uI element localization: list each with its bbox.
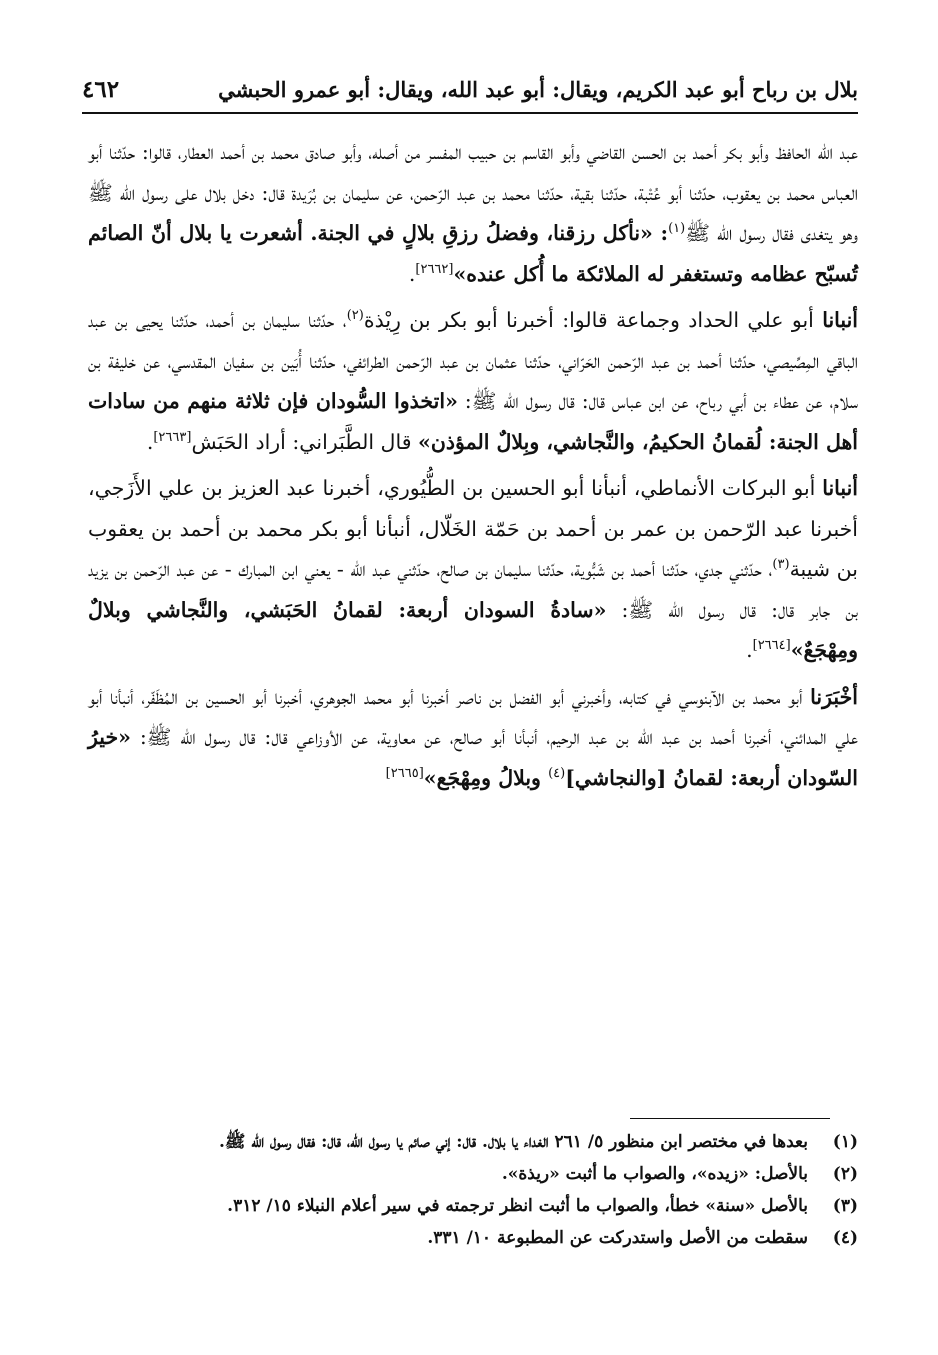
- footnote-marker: (١): [668, 221, 686, 237]
- paragraph-lead: أنبانا: [822, 308, 859, 332]
- paragraph-tail: .: [746, 638, 753, 662]
- paragraph-tail: .: [146, 429, 154, 454]
- hadith-reference: [٢٦٦٣]: [153, 429, 192, 445]
- paragraph-text: أبو محمد بن الآبنوسي في كتابه، وأخبرني أبو الفضل بن ناصر أخبرنا أبو محمد الجوهري، أخبرنا أبو الحسين بن المُظَفّر، أنبأنا أبو علي المدائني، أخبرنا أحمد بن عبد الله بن عبد الرحيم، أنبأنا أبو صالح، عن معاوية، عن الأوزاعي قال: قال رسول الله ﷺ:: [88, 684, 858, 749]
- paragraph-text-continued: ، حدّثنا سليمان بن أحمد، حدّثنا يحيى بن عبد الباقي المِصِّيصي، حدّثنا أحمد بن عبد الرّحمن الحَرّاني، حدّثنا عثمان بن عبد الرّحمن الطرائفي، حدّثنا أُبَين بن سفيان المقدسي، عن خليفة بن سلام، عن عطاء بن أبي رباح، عن ابن عباس قال: قال رسول الله ﷺ:: [88, 308, 858, 413]
- footnote: [88, 1126, 858, 1158]
- paragraph-1: [88, 132, 858, 294]
- footnote: [88, 1190, 858, 1222]
- paragraph-text-continued: ، حدّثني جدي، حدّثنا أحمد بن شَبُّوية، حدّثنا سليمان بن صالح، حدّثني عبد الله - يعني ابن المبارك - عن عبد الرّحمن بن يزيد بن جابر قال: قال رسول الله ﷺ:: [88, 557, 858, 622]
- hadith-reference: [٢٦٦٤]: [752, 638, 791, 654]
- footnote: [88, 1222, 858, 1254]
- paragraph-text: أبو علي الحداد وجماعة قالوا: أخبرنا أبو بكر بن رِيْذة: [363, 308, 823, 332]
- footnote-marker: (٤): [548, 765, 566, 781]
- hadith-reference: [٢٦٦٥]: [385, 765, 424, 781]
- page-header: [82, 66, 858, 112]
- footnote-number: (٢): [832, 1164, 858, 1184]
- paragraph-3: [88, 468, 858, 671]
- paragraph-text: عبد الله الحافظ وأبو بكر أحمد بن الحسن القاضي وأبو القاسم بن حبيب المفسر من أصله، وأبو صادق محمد بن أحمد العطار، قالوا: حدّثنا أبو العباس محمد بن يعقوب، حدّثنا أبو عُتْبة، حدّثنا بقية، حدّثنا محمد بن عبد الرّحمن، عن سليمان بن بُرَيدة قال: دخل بلال على رسول الله ﷺ وهو يتغدى فقال رسول الله ﷺ: [88, 140, 859, 245]
- footnote-number: (١): [832, 1132, 858, 1152]
- paragraph-text: أبو البركات الأنماطي، أنبأنا أبو الحسين بن الطُّيُوري، أخبرنا عبد العزيز بن علي الأَزَجي، أخبرنا عبد الرّحمن بن عمر بن أحمد بن حَمّة الخَلّال، أنبأنا أبو بكر محمد بن أحمد بن يعقوب بن شيبة: [88, 476, 858, 581]
- paragraph-lead: أنبانا: [822, 476, 858, 500]
- hadith-text: : «نأكل رزقنا، وفضلُ رزقِ بلالٍ في الجنة. أشعرت يا بلال أنّ الصائم تُسبّح عظامه وتستغفر له الملائكة ما أُكل عنده»: [88, 221, 858, 286]
- hadith-text-continued: وبلالُ ومِهْجَع»: [423, 765, 549, 790]
- page-number: ٤٦٢: [82, 75, 120, 103]
- footnote-marker: (٢): [346, 308, 364, 324]
- hadith-reference: [٢٦٦٢]: [415, 261, 454, 277]
- paragraph-2: [88, 300, 858, 462]
- hadith-text: «خيرُ السّودان أربعة: لقمانُ [والنجاشي]: [88, 725, 858, 790]
- footnote-text: بعدها في مختصر ابن منظور ٥/ ٢٦١ الغداء يا بلال. قال: إني صائم يا رسول الله، قال: فقال رسول الله ﷺ.: [218, 1132, 808, 1152]
- footnote-marker: (٣): [772, 557, 790, 573]
- hadith-text: «اتخذوا السُّودان فإن ثلاثة منهم من سادات أهل الجنة: لُقمانُ الحكيمُ، والنَّجاشي، وبِلالٌ المؤذن»: [88, 389, 858, 454]
- running-title: بلال بن رباح أبو عبد الكريم، ويقال: أبو عبد الله، ويقال: أبو عمرو الحبشي: [218, 76, 858, 102]
- footnote-text: سقطت من الأصل واستدركت عن المطبوعة ١٠/ ٣٣١.: [427, 1228, 808, 1248]
- footnote-separator: [630, 1118, 830, 1119]
- paragraph-tail: .: [408, 261, 416, 286]
- footnote-text: بالأصل «سنة» خطأ، والصواب ما أثبت انظر ترجمته في سير أعلام النبلاء ١٥/ ٣١٢.: [227, 1196, 808, 1216]
- header-rule: [82, 112, 858, 114]
- footnote-text: بالأصل: «زيده»، والصواب ما أثبت «ريذة».: [501, 1164, 808, 1184]
- paragraph-commentary: قال الطَّبَراني: أراد الحَبَش: [191, 429, 419, 454]
- hadith-text: «سادةُ السودان أربعة: لقمانُ الحَبَشي، والنَّجاشي وبلالٌ ومِهْجَعٌ»: [88, 597, 858, 662]
- footnote-number: (٤): [832, 1228, 858, 1248]
- main-text: [88, 132, 858, 804]
- paragraph-lead: أخْبَرَنا: [810, 684, 858, 709]
- footnote: [88, 1158, 858, 1190]
- paragraph-4: [88, 677, 858, 799]
- footnotes: [88, 1126, 858, 1254]
- footnote-number: (٣): [832, 1196, 858, 1216]
